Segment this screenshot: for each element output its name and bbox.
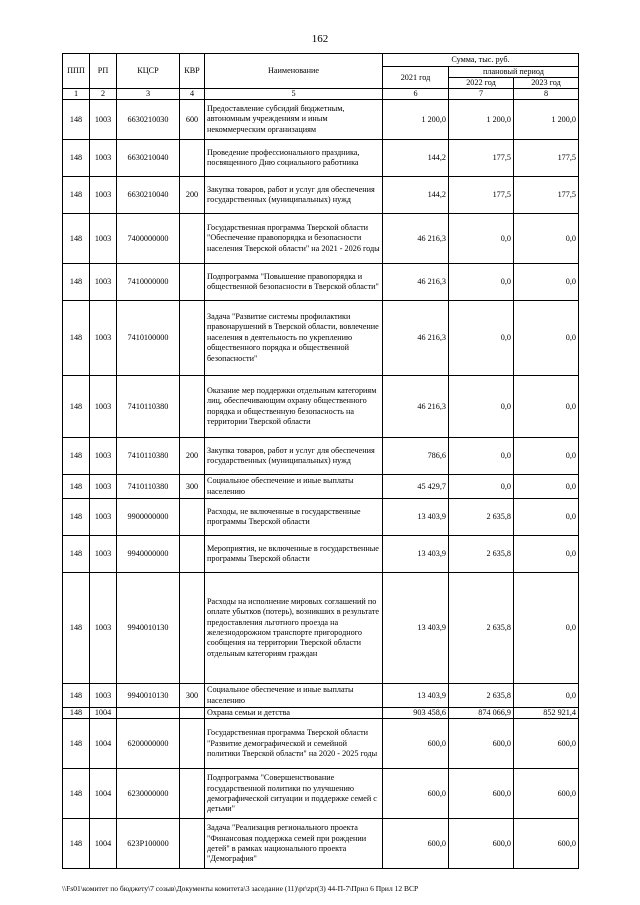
cell-name: Проведение профессионального праздника, посвященного Дню социального работника bbox=[205, 140, 383, 177]
cell-kvr bbox=[180, 214, 205, 264]
cell-2023: 0,0 bbox=[514, 536, 579, 573]
cell-2023: 852 921,4 bbox=[514, 708, 579, 719]
cell-ppp: 148 bbox=[63, 708, 90, 719]
budget-table bbox=[62, 53, 579, 869]
cell-kvr: 600 bbox=[180, 100, 205, 140]
cell-name: Расходы, не включенные в государственные программы Тверской области bbox=[205, 499, 383, 536]
table-row bbox=[63, 684, 579, 708]
cell-ppp: 148 bbox=[63, 684, 90, 708]
table-row bbox=[63, 376, 579, 438]
cell-name: Закупка товаров, работ и услуг для обеспечения государственных (муниципальных) нужд bbox=[205, 438, 383, 475]
header-num: 3 bbox=[117, 89, 180, 100]
cell-kvr bbox=[180, 719, 205, 769]
cell-rp: 1003 bbox=[90, 100, 117, 140]
cell-2023: 0,0 bbox=[514, 301, 579, 376]
cell-2022: 177,5 bbox=[449, 140, 514, 177]
cell-name: Оказание мер поддержки отдельным категориям лиц, обеспечивающим охрану общественного порядка и общественную безопасность на территории Тверской области bbox=[205, 376, 383, 438]
table-row bbox=[63, 100, 579, 140]
cell-kcsr: 6200000000 bbox=[117, 719, 180, 769]
cell-2022: 0,0 bbox=[449, 438, 514, 475]
cell-ppp: 148 bbox=[63, 475, 90, 499]
cell-2021: 13 403,9 bbox=[383, 684, 449, 708]
table-row bbox=[63, 214, 579, 264]
table-row bbox=[63, 769, 579, 819]
cell-2021: 46 216,3 bbox=[383, 301, 449, 376]
header-year-2022: 2022 год bbox=[449, 78, 514, 89]
cell-name: Государственная программа Тверской области "Развитие демографической и семейной политики Тверской области" на 2020 - 2025 годы bbox=[205, 719, 383, 769]
cell-kcsr: 7410100000 bbox=[117, 301, 180, 376]
cell-2021: 144,2 bbox=[383, 140, 449, 177]
cell-2022: 2 635,8 bbox=[449, 536, 514, 573]
cell-2023: 0,0 bbox=[514, 499, 579, 536]
cell-2022: 2 635,8 bbox=[449, 684, 514, 708]
cell-2023: 0,0 bbox=[514, 214, 579, 264]
cell-2023: 600,0 bbox=[514, 819, 579, 869]
cell-2022: 600,0 bbox=[449, 769, 514, 819]
cell-kvr: 300 bbox=[180, 684, 205, 708]
cell-2022: 600,0 bbox=[449, 719, 514, 769]
cell-2021: 13 403,9 bbox=[383, 499, 449, 536]
cell-rp: 1003 bbox=[90, 573, 117, 684]
cell-2023: 177,5 bbox=[514, 140, 579, 177]
cell-2021: 46 216,3 bbox=[383, 214, 449, 264]
table-row bbox=[63, 536, 579, 573]
cell-2021: 600,0 bbox=[383, 719, 449, 769]
cell-name: Государственная программа Тверской области "Обеспечение правопорядка и безопасности населения Тверской области" на 2021 - 2026 годы bbox=[205, 214, 383, 264]
cell-kcsr: 7410000000 bbox=[117, 264, 180, 301]
cell-name: Социальное обеспечение и иные выплаты населению bbox=[205, 475, 383, 499]
cell-ppp: 148 bbox=[63, 140, 90, 177]
cell-rp: 1004 bbox=[90, 719, 117, 769]
cell-2022: 2 635,8 bbox=[449, 573, 514, 684]
cell-kcsr: 9940000000 bbox=[117, 536, 180, 573]
cell-kcsr: 7410110380 bbox=[117, 438, 180, 475]
table-row bbox=[63, 177, 579, 214]
cell-2023: 600,0 bbox=[514, 719, 579, 769]
cell-ppp: 148 bbox=[63, 376, 90, 438]
cell-kcsr: 6630210030 bbox=[117, 100, 180, 140]
cell-2022: 1 200,0 bbox=[449, 100, 514, 140]
page-number: 162 bbox=[311, 33, 329, 45]
header-year-2021: 2021 год bbox=[383, 67, 449, 89]
cell-ppp: 148 bbox=[63, 819, 90, 869]
cell-rp: 1003 bbox=[90, 140, 117, 177]
cell-2022: 0,0 bbox=[449, 301, 514, 376]
header-num: 6 bbox=[383, 89, 449, 100]
header-num: 8 bbox=[514, 89, 579, 100]
cell-rp: 1004 bbox=[90, 769, 117, 819]
cell-2022: 0,0 bbox=[449, 214, 514, 264]
cell-rp: 1004 bbox=[90, 708, 117, 719]
cell-ppp: 148 bbox=[63, 769, 90, 819]
cell-2021: 600,0 bbox=[383, 769, 449, 819]
cell-kcsr: 623P100000 bbox=[117, 819, 180, 869]
cell-name: Задача "Реализация регионального проекта "Финансовая поддержка семей при рождении детей" в рамках национального проекта "Демография" bbox=[205, 819, 383, 869]
cell-kcsr bbox=[117, 708, 180, 719]
cell-2023: 0,0 bbox=[514, 475, 579, 499]
cell-name: Предоставление субсидий бюджетным, автономным учреждениям и иным некоммерческим организациям bbox=[205, 100, 383, 140]
table-row bbox=[63, 475, 579, 499]
footer-file-path: \\Fs01\комитет по бюджету\7 созыв\Документы комитета\3 заседание (11)\pr\zpr(3) 44-П-7\Прил 6 Прил 12 ВСР bbox=[62, 884, 419, 893]
cell-ppp: 148 bbox=[63, 536, 90, 573]
cell-2023: 0,0 bbox=[514, 376, 579, 438]
cell-name: Социальное обеспечение и иные выплаты населению bbox=[205, 684, 383, 708]
cell-rp: 1003 bbox=[90, 684, 117, 708]
cell-2023: 0,0 bbox=[514, 573, 579, 684]
cell-name: Подпрограмма "Повышение правопорядка и общественной безопасности в Тверской области" bbox=[205, 264, 383, 301]
cell-2023: 0,0 bbox=[514, 264, 579, 301]
cell-kcsr: 7410110380 bbox=[117, 376, 180, 438]
cell-kvr bbox=[180, 769, 205, 819]
cell-2023: 1 200,0 bbox=[514, 100, 579, 140]
cell-ppp: 148 bbox=[63, 177, 90, 214]
cell-2021: 46 216,3 bbox=[383, 264, 449, 301]
cell-ppp: 148 bbox=[63, 719, 90, 769]
cell-rp: 1003 bbox=[90, 177, 117, 214]
cell-ppp: 148 bbox=[63, 573, 90, 684]
cell-2021: 786,6 bbox=[383, 438, 449, 475]
cell-kcsr: 6630210040 bbox=[117, 177, 180, 214]
cell-name: Задача "Развитие системы профилактики правонарушений в Тверской области, вовлечение населения в деятельность по укреплению общественного порядка и общественной безопасности" bbox=[205, 301, 383, 376]
cell-rp: 1003 bbox=[90, 536, 117, 573]
table-row bbox=[63, 140, 579, 177]
cell-rp: 1003 bbox=[90, 499, 117, 536]
cell-2021: 600,0 bbox=[383, 819, 449, 869]
cell-kvr bbox=[180, 708, 205, 719]
cell-ppp: 148 bbox=[63, 499, 90, 536]
cell-kcsr: 7410110380 bbox=[117, 475, 180, 499]
cell-kvr bbox=[180, 499, 205, 536]
cell-kvr bbox=[180, 536, 205, 573]
cell-2022: 2 635,8 bbox=[449, 499, 514, 536]
cell-rp: 1003 bbox=[90, 475, 117, 499]
cell-ppp: 148 bbox=[63, 438, 90, 475]
cell-ppp: 148 bbox=[63, 264, 90, 301]
table-row bbox=[63, 819, 579, 869]
header-year-2023: 2023 год bbox=[514, 78, 579, 89]
table-row bbox=[63, 301, 579, 376]
cell-rp: 1003 bbox=[90, 264, 117, 301]
header-num: 4 bbox=[180, 89, 205, 100]
cell-name: Мероприятия, не включенные в государственные программы Тверской области bbox=[205, 536, 383, 573]
cell-name: Закупка товаров, работ и услуг для обеспечения государственных (муниципальных) нужд bbox=[205, 177, 383, 214]
cell-2022: 0,0 bbox=[449, 376, 514, 438]
header-num: 1 bbox=[63, 89, 90, 100]
cell-2023: 177,5 bbox=[514, 177, 579, 214]
cell-2021: 13 403,9 bbox=[383, 573, 449, 684]
cell-name: Охрана семьи и детства bbox=[205, 708, 383, 719]
cell-kvr bbox=[180, 573, 205, 684]
cell-rp: 1003 bbox=[90, 376, 117, 438]
cell-name: Расходы на исполнение мировых соглашений по оплате убытков (потерь), возникших в результате предоставления льготного проезда на железнодорожном транспорте пригородного сообщения на территории Тверской области отдельным категориям граждан bbox=[205, 573, 383, 684]
cell-kcsr: 9940010130 bbox=[117, 684, 180, 708]
header-plan-period: плановый период bbox=[449, 67, 579, 78]
header-ppp: ППП bbox=[63, 54, 90, 89]
table-row bbox=[63, 719, 579, 769]
cell-name: Подпрограмма "Совершенствование государственной политики по улучшению демографической ситуации и поддержке семей с детьми" bbox=[205, 769, 383, 819]
cell-2023: 600,0 bbox=[514, 769, 579, 819]
cell-2021: 144,2 bbox=[383, 177, 449, 214]
header-rp: РП bbox=[90, 54, 117, 89]
cell-kcsr: 9940010130 bbox=[117, 573, 180, 684]
cell-rp: 1003 bbox=[90, 214, 117, 264]
table-row bbox=[63, 573, 579, 684]
header-sum: Сумма, тыс. руб. bbox=[383, 54, 579, 67]
header-num: 5 bbox=[205, 89, 383, 100]
cell-kvr: 200 bbox=[180, 438, 205, 475]
cell-2021: 1 200,0 bbox=[383, 100, 449, 140]
cell-kcsr: 7400000000 bbox=[117, 214, 180, 264]
cell-2021: 46 216,3 bbox=[383, 376, 449, 438]
table-row bbox=[63, 264, 579, 301]
cell-2023: 0,0 bbox=[514, 684, 579, 708]
header-kvr: КВР bbox=[180, 54, 205, 89]
header-num: 7 bbox=[449, 89, 514, 100]
cell-2022: 600,0 bbox=[449, 819, 514, 869]
cell-2022: 0,0 bbox=[449, 264, 514, 301]
cell-ppp: 148 bbox=[63, 214, 90, 264]
table-row bbox=[63, 438, 579, 475]
cell-2021: 13 403,9 bbox=[383, 536, 449, 573]
cell-rp: 1003 bbox=[90, 301, 117, 376]
cell-kcsr: 9900000000 bbox=[117, 499, 180, 536]
cell-2021: 903 458,6 bbox=[383, 708, 449, 719]
cell-2022: 177,5 bbox=[449, 177, 514, 214]
header-kcsr: КЦСР bbox=[117, 54, 180, 89]
cell-kvr bbox=[180, 376, 205, 438]
cell-ppp: 148 bbox=[63, 100, 90, 140]
cell-ppp: 148 bbox=[63, 301, 90, 376]
cell-kvr: 200 bbox=[180, 177, 205, 214]
cell-kvr bbox=[180, 819, 205, 869]
cell-kcsr: 6230000000 bbox=[117, 769, 180, 819]
cell-2022: 0,0 bbox=[449, 475, 514, 499]
header-num: 2 bbox=[90, 89, 117, 100]
cell-rp: 1003 bbox=[90, 438, 117, 475]
table-row bbox=[63, 708, 579, 719]
cell-kvr bbox=[180, 264, 205, 301]
cell-kvr bbox=[180, 140, 205, 177]
cell-kvr bbox=[180, 301, 205, 376]
cell-rp: 1004 bbox=[90, 819, 117, 869]
cell-2023: 0,0 bbox=[514, 438, 579, 475]
header-name: Наименование bbox=[205, 54, 383, 89]
cell-2022: 874 066,9 bbox=[449, 708, 514, 719]
table-row bbox=[63, 499, 579, 536]
cell-kcsr: 6630210040 bbox=[117, 140, 180, 177]
cell-kvr: 300 bbox=[180, 475, 205, 499]
cell-2021: 45 429,7 bbox=[383, 475, 449, 499]
